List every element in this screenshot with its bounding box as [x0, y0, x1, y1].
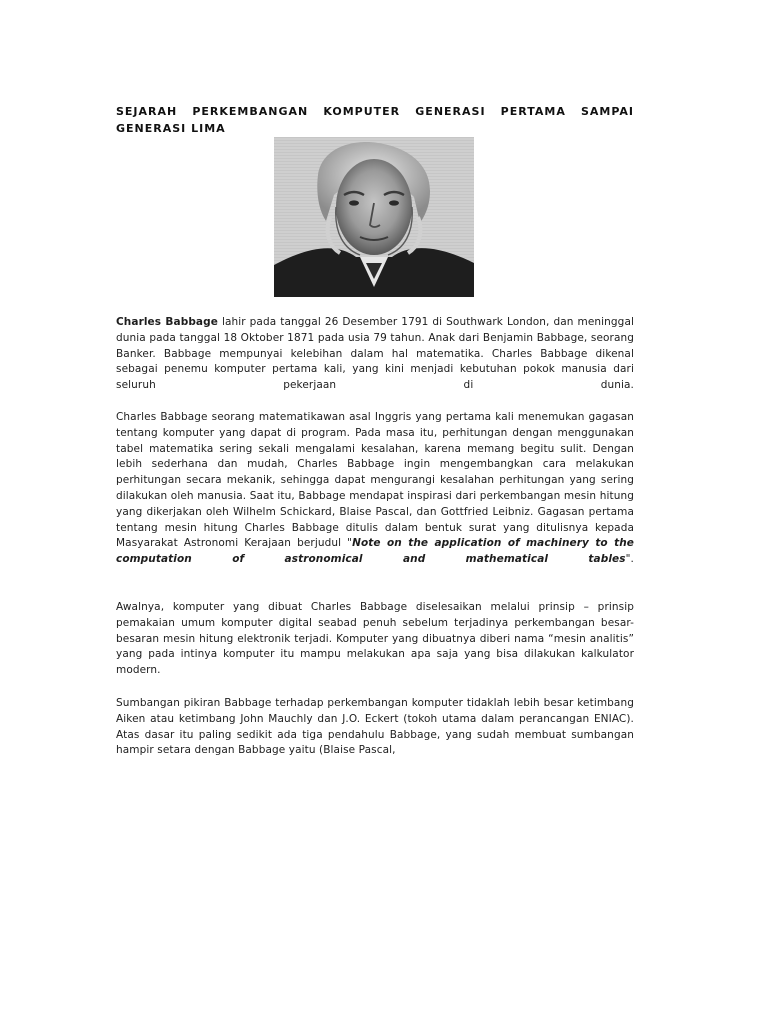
paragraph-4: [116, 696, 634, 759]
portrait-engraving: [274, 137, 474, 297]
paragraph-3-text: Awalnya, komputer yang dibuat Charles Babbage diselesaikan melalui prinsip – prinsip pemakaian umum komputer digital seabad penuh sebelum terjadinya perkembangan besar-besaran mesin hitung elektronik terjadi. Komputer yang dibuatnya diberi nama “mesin analitis” yang pada intinya komputer itu mampu melakukan apa saja yang bisa dilakukan kalkulator modern.: [116, 601, 634, 677]
paragraph-2-emphasis: Note on the application of machinery to the computation of astronomical and mathematical tables: [116, 537, 635, 566]
paragraph-2-tail: ".: [625, 553, 634, 566]
paragraph-2-text: Charles Babbage seorang matematikawan asal Inggris yang pertama kali menemukan gagasan tentang komputer yang dapat di program. Pada masa itu, perhitungan dengan menggunakan tabel matematika sering sekali mengalami kesalahan, karena memang begitu sulit. Dengan lebih sederhana dan mudah, Charles Babbage ingin mengembangkan cara melakukan perhitungan secara mekanik, sehingga dapat mengurangi kesalahan perhitungan yang sering dilakukan oleh manusia. Saat itu, Babbage mendapat inspirasi dari perkembangan mesin hitung yang dikerjakan oleh Wilhelm Schickard, Blaise Pascal, dan Gottfried Leibniz. Gagasan pertama tentang mesin hitung Charles Babbage ditulis dalam bentuk surat yang ditulisnya kepada Masyarakat Astronomi Kerajaan berjudul ": [116, 411, 634, 550]
paragraph-1-lead: Charles Babbage: [116, 316, 218, 328]
paragraph-1-text: lahir pada tanggal 26 Desember 1791 di Southwark London, dan meninggal dunia pada tanggal 18 Oktober 1871 pada usia 79 tahun. Anak dari Benjamin Babbage, seorang Banker. Babbage mempunyai kelebihan dalam hal matematika. Charles Babbage dikenal sebagai penemu komputer pertama kali, yang kini menjadi kebutuhan pokok manusia dari seluruh pekerjaan di dunia.: [116, 316, 635, 392]
portrait-image: [274, 137, 474, 297]
document-title: SEJARAH PERKEMBANGAN KOMPUTER GENERASI PERTAMA SAMPAI GENERASI LIMA: [116, 105, 634, 135]
paragraph-2: [116, 410, 634, 568]
paragraph-1: [116, 315, 634, 394]
paragraph-3: [116, 600, 634, 679]
paragraph-4-text: Sumbangan pikiran Babbage terhadap perkembangan komputer tidaklah lebih besar ketimbang Aiken atau ketimbang John Mauchly dan J.O. Eckert (tokoh utama dalam perancangan ENIAC). Atas dasar itu paling sedikit ada tiga pendahulu Babbage, yang sudah membuat sumbangan hampir setara dengan Babbage yaitu (Blaise Pascal,: [116, 697, 634, 757]
